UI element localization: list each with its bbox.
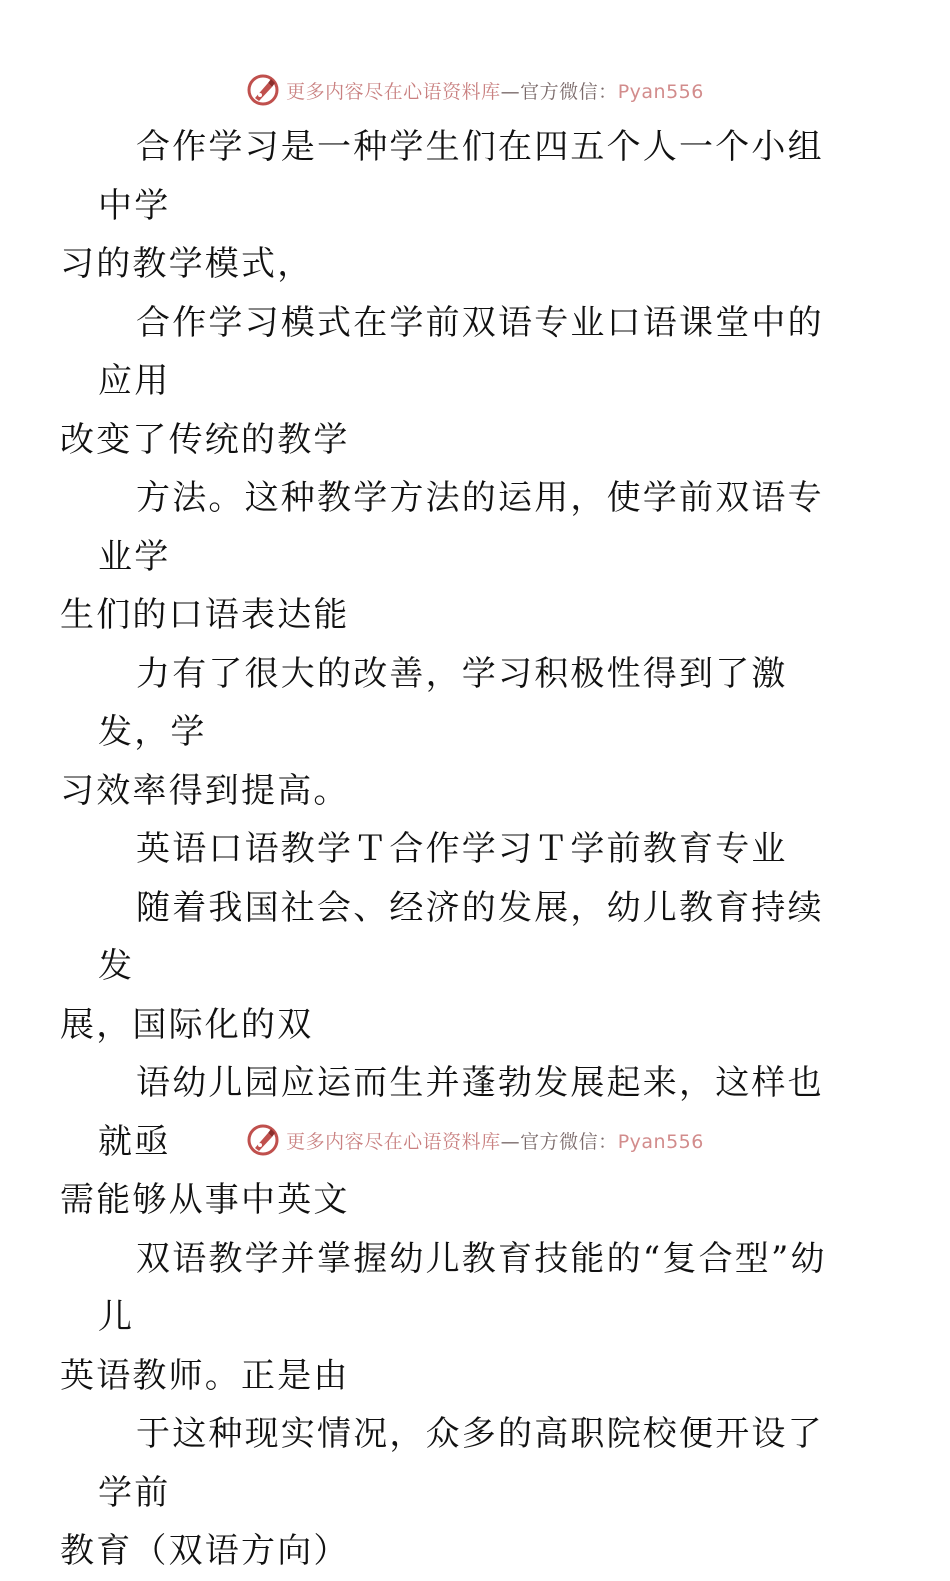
paragraph-line: 教育（双语方向） bbox=[60, 1531, 350, 1571]
banner-promo: 更多内容尽在心语资料库 bbox=[286, 1130, 501, 1153]
paragraph-keywords bbox=[98, 820, 858, 879]
paragraph-8 bbox=[60, 1230, 858, 1406]
paragraph-line: 合作学习是一种学生们在四五个人一个小组中学 bbox=[98, 127, 824, 226]
paragraph-line: 于这种现实情况，众多的高职院校便开设了学前 bbox=[98, 1414, 824, 1513]
header-banner bbox=[0, 70, 950, 110]
paragraph-line: 语幼儿园应运而生并蓬勃发展起来，这样也就亟 bbox=[98, 1063, 824, 1162]
paragraph-line: 力有了很大的改善，学习积极性得到了激发，学 bbox=[98, 653, 788, 752]
banner-wechat-label: 官方微信： bbox=[520, 80, 618, 103]
pen-logo-icon bbox=[246, 1123, 280, 1157]
paragraph-line: 随着我国社会、经济的发展，幼儿教育持续发 bbox=[98, 887, 824, 986]
paragraph-1 bbox=[60, 118, 858, 294]
paragraph-line: 需能够从事中英文 bbox=[60, 1180, 350, 1220]
paragraph-3 bbox=[60, 469, 858, 645]
paragraph-line: 改变了传统的教学 bbox=[60, 419, 350, 460]
paragraph-line: 生们的口语表达能 bbox=[60, 595, 350, 635]
banner-promo: 更多内容尽在心语资料库 bbox=[286, 80, 501, 103]
banner-text bbox=[286, 1127, 704, 1154]
paragraph-2 bbox=[60, 294, 858, 470]
banner-dash: — bbox=[500, 80, 521, 103]
paragraph-4 bbox=[60, 645, 858, 821]
paragraph-line: 习效率得到提高。 bbox=[60, 770, 350, 811]
paragraph-9 bbox=[60, 1405, 858, 1581]
banner-wechat-label: 官方微信： bbox=[520, 1130, 618, 1153]
footer-banner bbox=[0, 1120, 950, 1160]
banner-wechat-id: Pyan556 bbox=[617, 80, 704, 103]
paragraph-line: 合作学习模式在学前双语专业口语课堂中的应用 bbox=[98, 302, 824, 401]
banner-text bbox=[286, 77, 704, 104]
banner-wechat-id: Pyan556 bbox=[617, 1130, 704, 1153]
banner-dash: — bbox=[500, 1130, 521, 1153]
paragraph-line: 展，国际化的双 bbox=[60, 1004, 314, 1045]
paragraph-line: 英语教师。正是由 bbox=[60, 1355, 350, 1396]
document-body bbox=[60, 118, 858, 1581]
paragraph-line: 方法。这种教学方法的运用，使学前双语专业学 bbox=[98, 478, 824, 577]
paragraph-6 bbox=[60, 879, 858, 1055]
paragraph-line: 双语教学并掌握幼儿教育技能的“复合型”幼儿 bbox=[98, 1238, 827, 1337]
paragraph-line: 习的教学模式， bbox=[60, 244, 314, 284]
pen-logo-icon bbox=[246, 73, 280, 107]
paragraph-line: 英语口语教学Ｔ合作学习Ｔ学前教育专业 bbox=[136, 829, 788, 869]
